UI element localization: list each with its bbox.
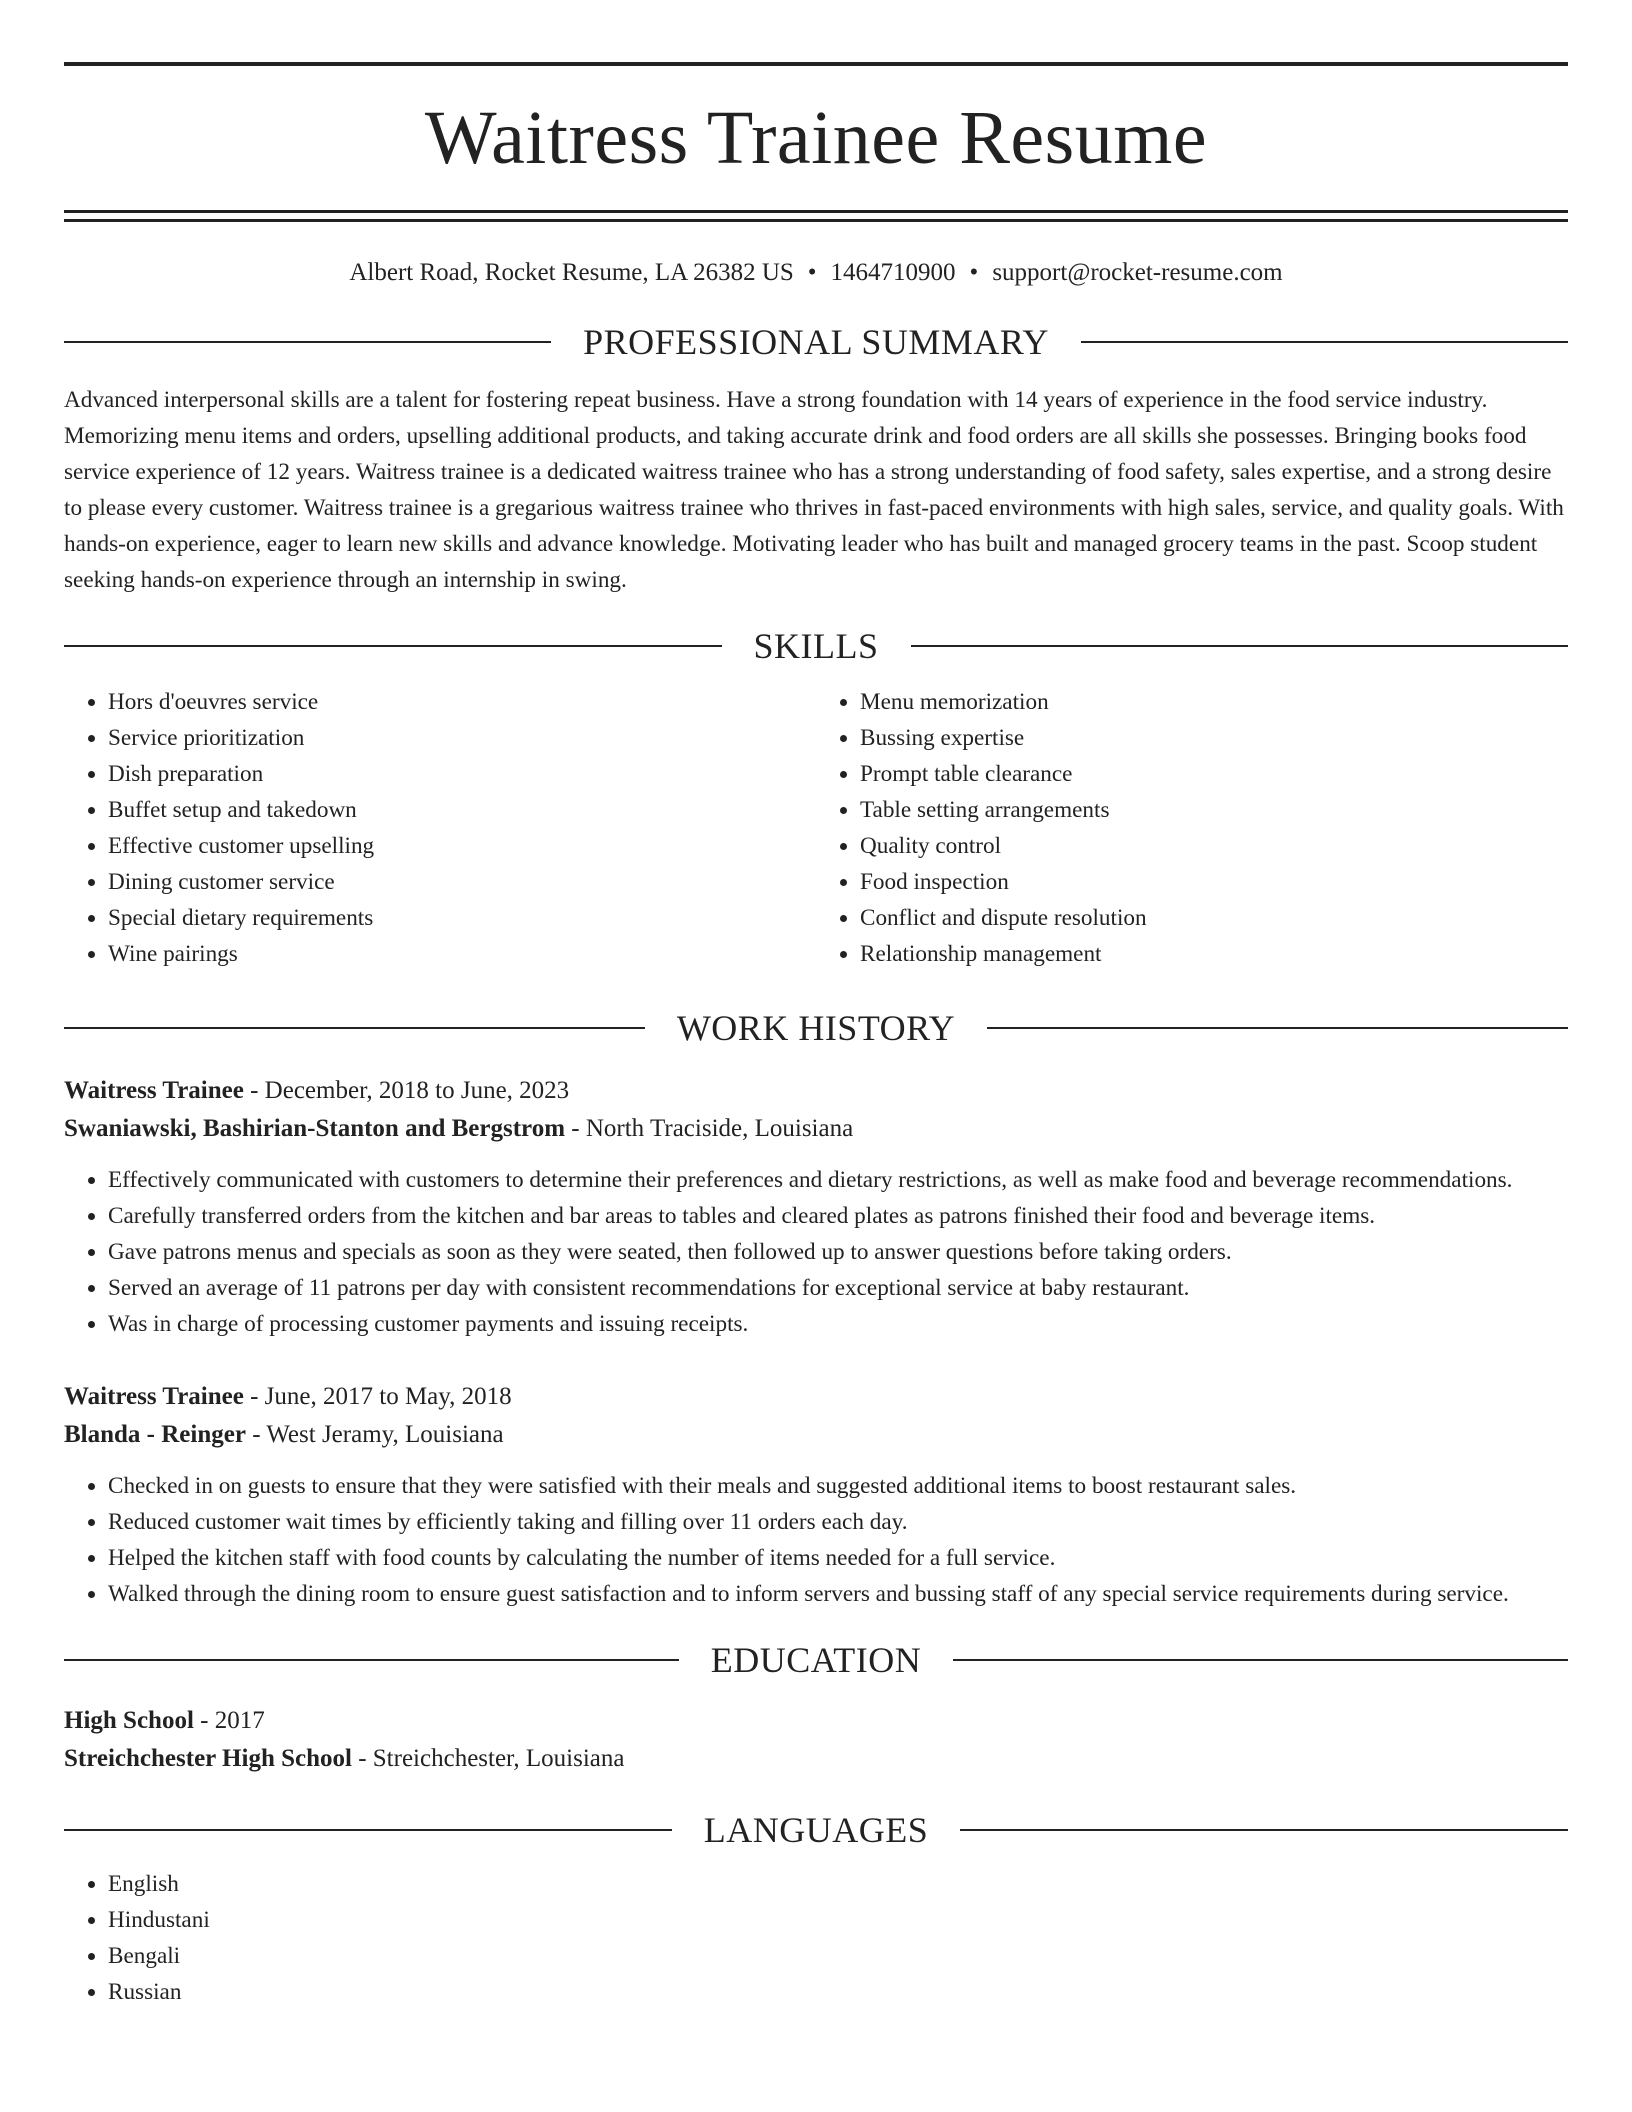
job-entry [64,1378,1568,1612]
language-item: • Bengali [108,1938,1568,1974]
section-heading-work [64,1010,1568,1046]
language-item: • Hindustani [108,1902,1568,1938]
job-title: Waitress Trainee [64,1383,244,1410]
education-entry [64,1702,1568,1778]
education-location: - Streichchester, Louisiana [351,1745,625,1772]
job-bullets [64,1162,1568,1342]
contact-phone: 1464710900 [830,259,956,286]
section-label: LANGUAGES [703,1810,929,1850]
section-label: EDUCATION [710,1640,922,1680]
skill-item: • Prompt table clearance [860,756,1568,792]
section-label: PROFESSIONAL SUMMARY [583,322,1049,362]
job-company: Blanda - Reinger [64,1421,246,1448]
skills-list-left [64,684,816,972]
separator-dot: • [807,259,817,286]
job-company: Swaniawski, Bashirian-Stanton and Bergstrom [64,1115,566,1142]
skills-columns [64,684,1568,972]
job-bullet: • Carefully transferred orders from the kitchen and bar areas to tables and cleared plates as patrons finished their food and beverage items. [108,1198,1568,1234]
summary-paragraph: Advanced interpersonal skills are a talent for fostering repeat business. Have a strong foundation with 14 years of experience in the food service industry. Memorizing menu items and orders, upselling additional products, and taking accurate drink and food orders are all skills she possesses. Bringing books food service experience of 12 years. Waitress trainee is a dedicated waitress trainee who has a strong understanding of food safety, sales expertise, and a strong desire to please every customer. Waitress trainee is a gregarious waitress trainee who thrives in fast-paced environments with high sales, service, and quality goals. With hands-on experience, eager to learn new skills and advance knowledge. Motivating leader who has built and managed grocery teams in the past. Scoop student seeking hands-on experience through an internship in swing. [64,387,1564,593]
section-label: WORK HISTORY [676,1008,956,1048]
job-bullet: • Served an average of 11 patrons per day with consistent recommendations for exceptional service at baby restaurant. [108,1270,1568,1306]
section-heading-education [64,1642,1568,1678]
section-heading-skills [64,628,1568,664]
skill-item: • Quality control [860,828,1568,864]
skill-item: • Effective customer upselling [108,828,816,864]
skill-item: • Relationship management [860,936,1568,972]
top-rule [64,62,1568,66]
skill-item: • Service prioritization [108,720,816,756]
skill-item: • Wine pairings [108,936,816,972]
section-heading-summary [64,324,1568,360]
job-bullet: • Effectively communicated with customers to determine their preferences and dietary restrictions, as well as make food and beverage recommendations. [108,1162,1568,1198]
education-degree-line [64,1702,1568,1740]
skill-item: • Hors d'oeuvres service [108,684,816,720]
job-entry [64,1072,1568,1342]
job-location: - North Traciside, Louisiana [565,1115,854,1142]
skill-item: • Food inspection [860,864,1568,900]
language-item: • English [108,1866,1568,1902]
education-school: Streichchester High School [64,1745,352,1772]
contact-line [64,258,1568,288]
job-bullet: • Gave patrons menus and specials as soon as they were seated, then followed up to answer questions before taking orders. [108,1234,1568,1270]
job-header [64,1072,1568,1110]
skill-item: • Menu memorization [860,684,1568,720]
separator-dot: • [969,259,979,286]
language-item: • Russian [108,1974,1568,2010]
section-heading-languages [64,1812,1568,1848]
job-location: - West Jeramy, Louisiana [245,1421,504,1448]
skill-item: • Special dietary requirements [108,900,816,936]
contact-email: support@rocket-resume.com [992,259,1283,286]
skill-item: • Conflict and dispute resolution [860,900,1568,936]
job-bullets [64,1468,1568,1612]
skills-list-right [816,684,1568,972]
job-bullet: • Checked in on guests to ensure that they were satisfied with their meals and suggested additional items to boost restaurant sales. [108,1468,1568,1504]
job-header [64,1378,1568,1416]
skill-item: • Buffet setup and takedown [108,792,816,828]
job-bullet: • Was in charge of processing customer payments and issuing receipts. [108,1306,1568,1342]
job-title: Waitress Trainee [64,1077,244,1104]
job-dates: - June, 2017 to May, 2018 [243,1383,512,1410]
job-bullet: • Helped the kitchen staff with food counts by calculating the number of items needed for a full service. [108,1540,1568,1576]
job-dates: - December, 2018 to June, 2023 [243,1077,570,1104]
job-employer [64,1110,1568,1148]
skill-item: • Table setting arrangements [860,792,1568,828]
section-label: SKILLS [753,626,879,666]
page-title: Waitress Trainee Resume [424,96,1208,180]
skill-item: • Dining customer service [108,864,816,900]
contact-address: Albert Road, Rocket Resume, LA 26382 US [349,259,794,286]
skill-item: • Bussing expertise [860,720,1568,756]
education-school-line [64,1740,1568,1778]
skill-item: • Dish preparation [108,756,816,792]
education-degree: High School [64,1707,194,1734]
languages-list [64,1866,1568,2010]
title-double-rule [64,210,1568,222]
job-bullet: • Walked through the dining room to ensure guest satisfaction and to inform servers and bussing staff of any special service requirements during service. [108,1576,1568,1612]
job-bullet: • Reduced customer wait times by efficiently taking and filling over 11 orders each day. [108,1504,1568,1540]
job-employer [64,1416,1568,1454]
education-year: - 2017 [193,1707,265,1734]
